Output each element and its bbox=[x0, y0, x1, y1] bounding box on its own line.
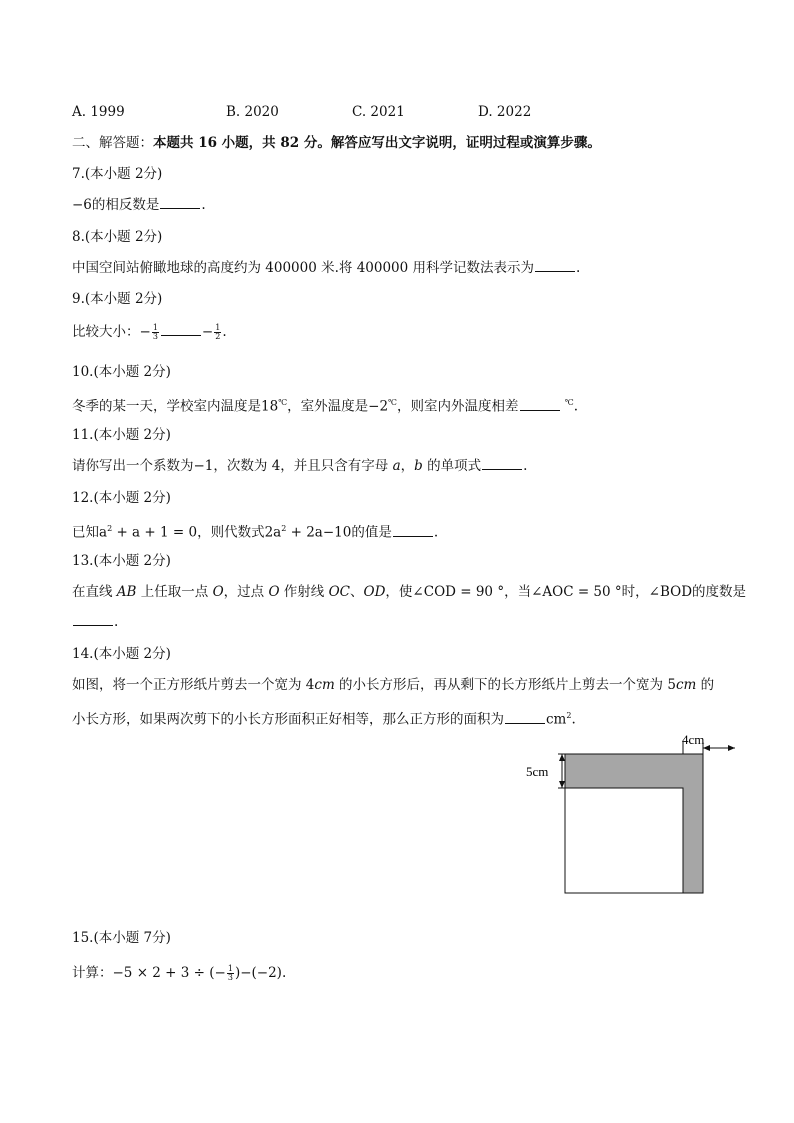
degree-unit: ℃ bbox=[278, 398, 288, 407]
option-a: A. 1999 bbox=[72, 104, 125, 120]
exponent: 2 bbox=[566, 711, 572, 720]
q13-stem-3: ，过点 bbox=[223, 584, 269, 600]
answer-blank bbox=[520, 397, 560, 411]
q9-text: 比较大小：− $\frac{1}{3}$ − $\frac{1}{2}$ . bbox=[72, 323, 227, 341]
section-pre: 二、解答题： bbox=[72, 135, 153, 151]
q7-text: −6的相反数是 . bbox=[72, 197, 206, 213]
answer-blank bbox=[161, 322, 201, 336]
point-o: O bbox=[212, 584, 224, 600]
q10-heading: 10.(本小题 2分) bbox=[72, 364, 171, 380]
numerator: 1 bbox=[152, 323, 158, 332]
fraction bbox=[152, 324, 159, 341]
degree-unit: ℃ bbox=[388, 398, 397, 407]
q12-text: 已知$a^2 + a + 1 = 0$，则代数式$2a^2 + 2a-10$的值是 . bbox=[72, 524, 439, 541]
degree-unit: ℃ bbox=[564, 398, 574, 407]
denominator: 3 bbox=[152, 332, 158, 341]
exponent: 2 bbox=[281, 524, 287, 533]
q14-heading: 14.(本小题 2分) bbox=[72, 646, 171, 662]
answer-blank bbox=[505, 710, 545, 724]
q10-stem-3: ，则室内外温度相差 bbox=[397, 398, 519, 415]
q13-stem-5: ，使∠COD = 90 °，当∠AOC = 50 °时，∠BOD的度数是 bbox=[385, 584, 747, 600]
q13-heading: 13.(本小题 2分) bbox=[72, 553, 171, 569]
denominator: 2 bbox=[215, 332, 221, 341]
q13-stem: 在直线 bbox=[72, 584, 117, 600]
line-ab: AB bbox=[116, 584, 137, 600]
q11-heading: 11.(本小题 2分) bbox=[72, 427, 171, 443]
denominator: 3 bbox=[227, 973, 233, 982]
q13-text bbox=[72, 582, 746, 602]
option-d: D. 2022 bbox=[478, 104, 532, 120]
answer-blank bbox=[482, 456, 522, 470]
fraction bbox=[214, 324, 221, 341]
answer-blank bbox=[393, 523, 433, 537]
separator: 、 bbox=[350, 584, 364, 600]
q11-stem: 请你写出一个系数为−1，次数为 4，并且只含有字母 bbox=[72, 458, 393, 474]
section-bold: 本题共 16 小题，共 82 分。 bbox=[153, 135, 331, 151]
q14-text-2: 小长方形，如果两次剪下的小长方形面积正好相等，那么正方形的面积为 $cm^2$. bbox=[72, 711, 576, 728]
ray-oc: OC bbox=[328, 584, 351, 600]
numerator: 1 bbox=[227, 964, 233, 973]
unit-cm: cm bbox=[314, 677, 335, 693]
q11-text: 请你写出一个系数为−1，次数为 4，并且只含有字母 a，b 的单项式 . bbox=[72, 458, 528, 474]
option-c: C. 2021 bbox=[352, 104, 405, 120]
label-4cm: 4cm bbox=[682, 732, 705, 747]
q13-text-2: . bbox=[72, 612, 118, 632]
q8-heading: 8.(本小题 2分) bbox=[72, 229, 163, 245]
q15-text bbox=[72, 963, 286, 983]
q14-stem-4: 小长方形，如果两次剪下的小长方形面积正好相等，那么正方形的面积为 bbox=[72, 711, 504, 728]
q8-stem: 中国空间站俯瞰地球的高度约为 400000 米.将 400000 用科学记数法表示为 bbox=[72, 260, 535, 276]
q13-stem-4: 作射线 bbox=[279, 584, 329, 600]
q14-stem-3: 的 bbox=[696, 677, 715, 693]
q15-heading: 15.(本小题 7分) bbox=[72, 930, 171, 946]
unit-cm: cm bbox=[546, 711, 567, 728]
answer-blank bbox=[535, 258, 575, 272]
q15-stem: 计算：−5 × 2 + 3 ÷ (− bbox=[72, 965, 226, 981]
answer-blank bbox=[160, 195, 200, 209]
q13-stem-2: 上任取一点 bbox=[136, 584, 213, 600]
q9-stem: 比较大小：− bbox=[72, 324, 151, 340]
square-cut-figure bbox=[520, 728, 750, 898]
q12-stem: 已知a bbox=[72, 524, 108, 541]
var-b: b bbox=[414, 458, 423, 474]
q10-stem-2: ，室外温度是−2 bbox=[287, 398, 389, 415]
numerator: 1 bbox=[215, 323, 221, 332]
section-post: 解答应写出文字说明，证明过程或演算步骤。 bbox=[330, 135, 601, 151]
q14-stem: 如图，将一个正方形纸片剪去一个宽为 4 bbox=[72, 677, 315, 693]
q7-stem: −6的相反数是 bbox=[72, 197, 160, 213]
arrow-head-icon bbox=[559, 754, 565, 761]
point-o: O bbox=[268, 584, 280, 600]
q12-stem-2: + a + 1 = 0，则代数式2a bbox=[112, 524, 282, 541]
answer-blank bbox=[73, 612, 113, 626]
q10-stem: 冬季的某一天，学校室内温度是18 bbox=[72, 398, 279, 415]
q12-heading: 12.(本小题 2分) bbox=[72, 490, 171, 506]
option-b: B. 2020 bbox=[226, 104, 279, 120]
minus-sign: − bbox=[201, 324, 214, 340]
exponent: 2 bbox=[107, 524, 113, 533]
arrow-head-icon bbox=[728, 745, 735, 751]
ray-od: OD bbox=[363, 584, 386, 600]
q9-heading: 9.(本小题 2分) bbox=[72, 291, 163, 307]
comma: ， bbox=[400, 458, 415, 474]
var-a: a bbox=[392, 458, 401, 474]
arrow-head-icon bbox=[559, 781, 565, 788]
q12-stem-3: + 2a−10的值是 bbox=[286, 524, 392, 541]
q14-text-1 bbox=[72, 675, 714, 695]
q8-text: 中国空间站俯瞰地球的高度约为 400000 米.将 400000 用科学记数法表示为 . bbox=[72, 260, 581, 276]
fraction bbox=[227, 965, 234, 982]
q11-stem-2: 的单项式 bbox=[422, 458, 482, 474]
q7-heading: 7.(本小题 2分) bbox=[72, 166, 163, 182]
section-heading bbox=[72, 133, 601, 153]
q14-stem-2: 的小长方形后，再从剩下的长方形纸片上剪去一个宽为 5 bbox=[334, 677, 676, 693]
q10-text: 冬季的某一天，学校室内温度是18℃，室外温度是−2℃，则室内外温度相差 ℃. bbox=[72, 398, 579, 415]
q15-stem-2: )−(−2). bbox=[234, 965, 287, 981]
label-5cm: 5cm bbox=[526, 764, 549, 779]
unit-cm: cm bbox=[675, 677, 697, 693]
